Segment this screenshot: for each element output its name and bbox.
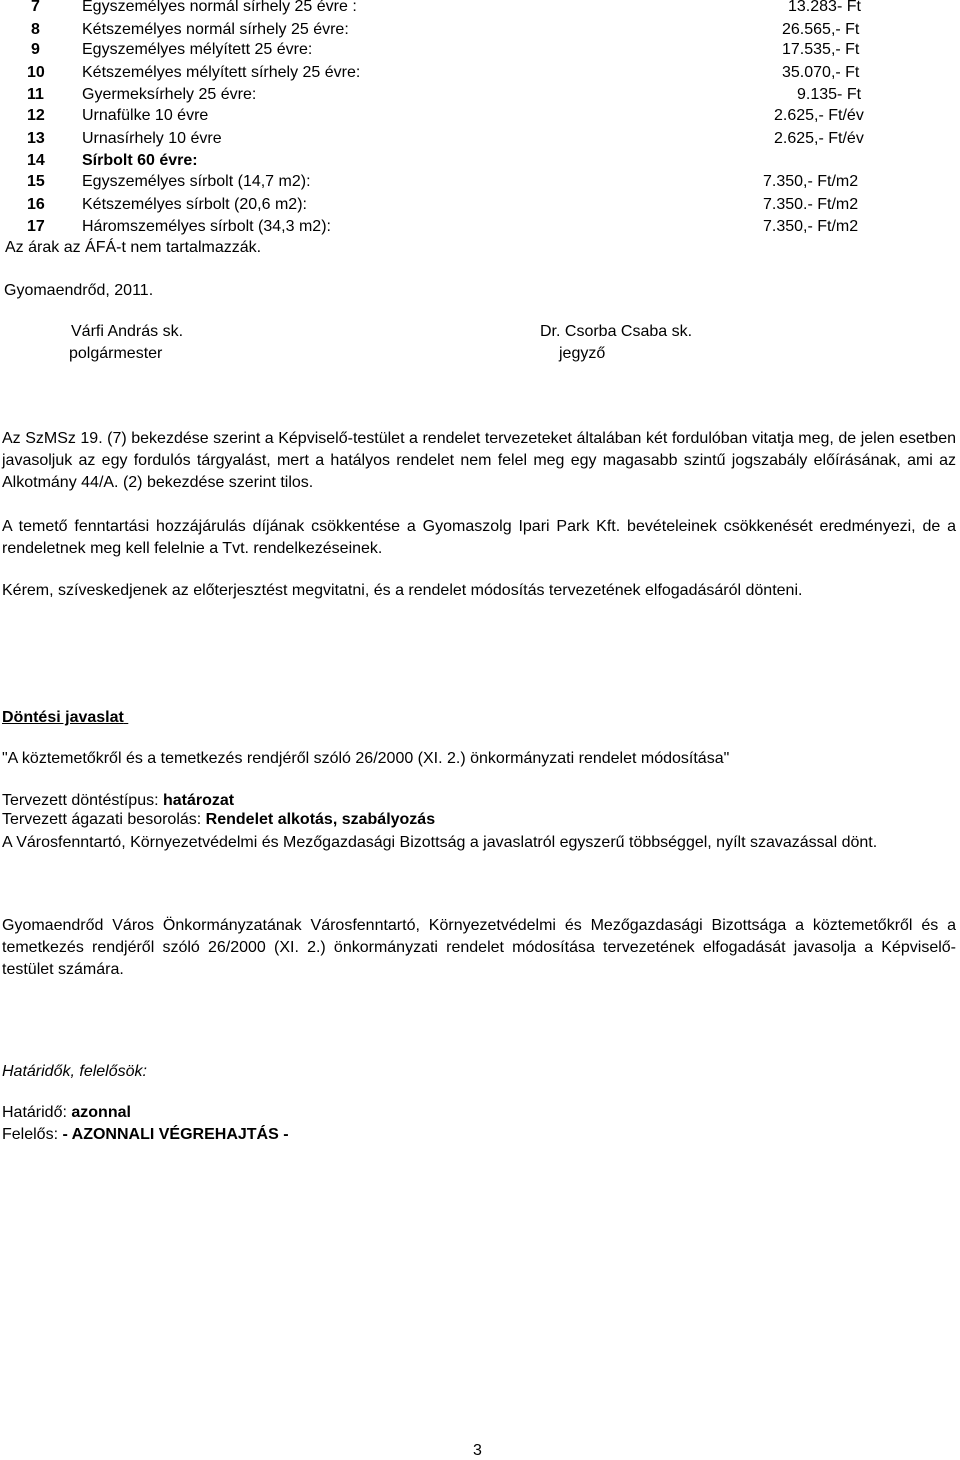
table-row: [0, 86, 960, 109]
row-price: 26.565,- Ft: [782, 21, 860, 38]
decision-category: [2, 811, 435, 829]
row-description: Gyermeksírhely 25 évre:: [82, 86, 257, 103]
responsible-line: [2, 1126, 289, 1144]
decision-type: [2, 792, 234, 810]
row-description: Egyszemélyes normál sírhely 25 évre :: [82, 0, 357, 15]
table-row: [0, 218, 960, 241]
table-row: [0, 41, 960, 64]
row-number: 10: [27, 64, 45, 81]
row-price: 17.535,- Ft: [782, 41, 860, 58]
table-row: [0, 130, 960, 153]
row-number: 17: [27, 218, 45, 235]
table-row: [0, 0, 960, 21]
row-price: 7.350.- Ft/m2: [763, 196, 859, 213]
decision-category-value: Rendelet alkotás, szabályozás: [205, 811, 436, 828]
row-description: Egyszemélyes sírbolt (14,7 m2):: [82, 173, 311, 190]
row-number: 16: [27, 196, 45, 213]
row-description: Háromszemélyes sírbolt (34,3 m2):: [82, 218, 331, 235]
row-price: 35.070,- Ft: [782, 64, 860, 81]
row-description: Kétszemélyes mélyített sírhely 25 évre:: [82, 64, 361, 81]
page-number: 3: [473, 1442, 482, 1459]
deadline-line: [2, 1104, 131, 1122]
mayor-name: Várfi András sk.: [71, 323, 184, 340]
row-price: 13.283- Ft: [788, 0, 861, 15]
row-number: 12: [27, 107, 45, 124]
notary-title: jegyző: [559, 345, 606, 362]
place-date: Gyomaendrőd, 2011.: [4, 282, 154, 299]
deadline-label: Határidő:: [2, 1104, 72, 1121]
table-row: [0, 196, 960, 219]
row-description: Urnafülke 10 évre: [82, 107, 209, 124]
vat-note: Az árak az ÁFÁ-t nem tartalmazzák.: [5, 239, 262, 256]
row-price: 7.350,- Ft/m2: [763, 218, 859, 235]
decision-type-value: határozat: [162, 792, 235, 809]
decision-type-label: Tervezett döntéstípus:: [2, 792, 163, 809]
row-description: Sírbolt 60 évre:: [82, 152, 198, 169]
table-row: [0, 152, 960, 175]
deadlines-heading: Határidők, felelősök:: [2, 1063, 147, 1080]
table-row: [0, 107, 960, 130]
row-description: Kétszemélyes normál sírhely 25 évre:: [82, 21, 349, 38]
decision-quote: "A köztemetőkről és a temetkezés rendjéről szóló 26/2000 (XI. 2.) önkormányzati rendelet módosítása": [2, 750, 730, 767]
row-price: 9.135- Ft: [797, 86, 862, 103]
row-price: 2.625,- Ft/év: [774, 130, 864, 147]
row-description: Urnasírhely 10 évre: [82, 130, 222, 147]
responsible-label: Felelős:: [2, 1126, 63, 1143]
szmsz-paragraph: Az SzMSz 19. (7) bekezdése szerint a Képviselő-testület a rendelet tervezeteket általában két fordulóban vitatja meg, de jelen esetben javasoljuk az egy fordulós tárgyalást, mert a hatályos rendelet nem felel meg egy magasabb szintű jogszabály előírásának, ami az Alkotmány 44/A. (2) bekezdése szerint tilos.: [2, 430, 956, 491]
table-row: [0, 173, 960, 196]
row-price: 7.350,- Ft/m2: [763, 173, 859, 190]
proposal-paragraph: Gyomaendrőd Város Önkormányzatának Városfenntartó, Környezetvédelmi és Mezőgazdasági Bizottsága a köztemetőkről és a temetkezés rendjéről szóló 26/2000 (XI. 2.) önkormányzati rendelet módosítása tervezetének elfogadását javasolja a Képviselő-testület számára.: [2, 917, 956, 978]
temeto-paragraph: A temető fenntartási hozzájárulás díjának csökkentése a Gyomaszolg Ipari Park Kft. bevételeinek csökkenését eredményezi, de a rendeletnek meg kell felelnie a Tvt. rendelkezéseinek.: [2, 518, 956, 557]
row-number: 14: [27, 152, 45, 169]
row-number: 11: [27, 86, 44, 103]
request-paragraph: Kérem, szíveskedjenek az előterjesztést megvitatni, és a rendelet módosítás tervezetének elfogadásáról dönteni.: [2, 582, 803, 599]
responsible-value: - AZONNALI VÉGREHAJTÁS -: [62, 1126, 289, 1143]
table-row: [0, 64, 960, 87]
row-number: 13: [27, 130, 45, 147]
row-number: 9: [31, 41, 40, 58]
deadline-value: azonnal: [71, 1104, 131, 1121]
mayor-title: polgármester: [69, 345, 163, 362]
row-number: 15: [27, 173, 45, 190]
notary-name: Dr. Csorba Csaba sk.: [540, 323, 693, 340]
row-description: Egyszemélyes mélyített 25 évre:: [82, 41, 313, 58]
committee-paragraph: A Városfenntartó, Környezetvédelmi és Mezőgazdasági Bizottság a javaslatról egyszerű többséggel, nyílt szavazással dönt.: [2, 834, 878, 851]
decision-heading: [2, 709, 128, 727]
row-number: 8: [31, 21, 40, 38]
row-description: Kétszemélyes sírbolt (20,6 m2):: [82, 196, 307, 213]
decision-category-label: Tervezett ágazati besorolás:: [2, 811, 206, 828]
decision-heading-text: Döntési javaslat: [2, 709, 124, 726]
row-number: 7: [31, 0, 40, 15]
row-price: 2.625,- Ft/év: [774, 107, 864, 124]
